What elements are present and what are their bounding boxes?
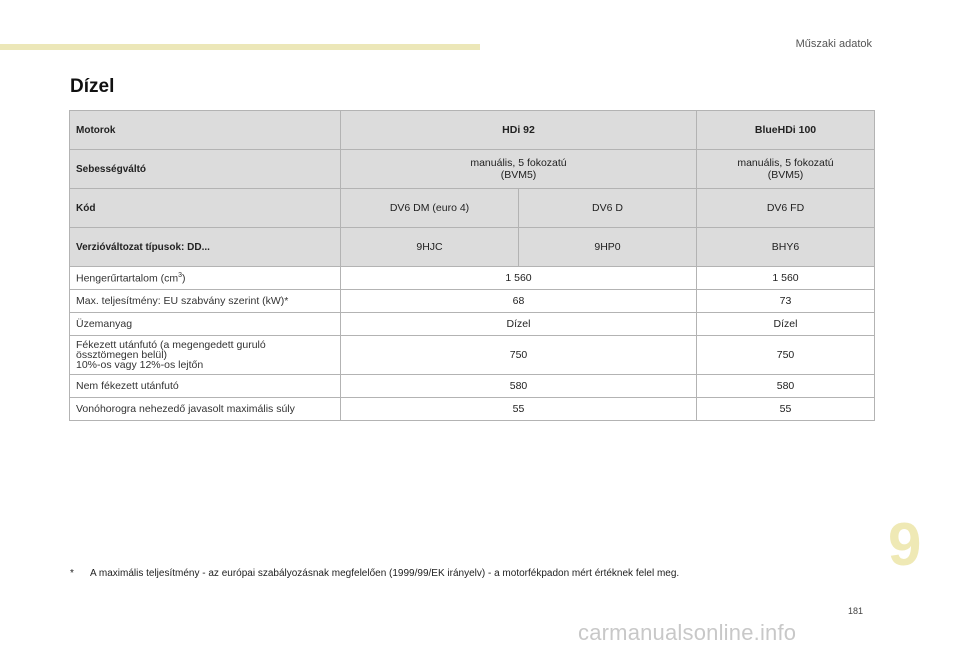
table-row [70,290,875,313]
table-row [70,228,875,267]
gearbox-code: (BVM5) [767,169,804,181]
chapter-number: 9 [888,511,922,578]
braked-trailer-line: Fékezett utánfutó (a megengedett guruló [76,339,266,351]
value-cell: 580 [341,375,697,398]
footnote [70,568,679,579]
footnote-text: A maximális teljesítmény - az európai szabályozásnak megfelelően (1999/99/EK irányelv) - a motorfékpadon mért értéknek felel meg. [90,568,680,579]
gearbox-code: (BVM5) [500,169,537,181]
table-row [70,111,875,150]
page-number: 181 [848,606,864,616]
gearbox-cell [697,150,875,189]
code-cell: DV6 DM (euro 4) [341,189,519,228]
engine-bluehdi100: BlueHDi 100 [697,111,875,150]
engine-label: Motorok [70,111,341,150]
header-accent-bar [0,44,480,50]
value-cell: 73 [697,290,875,313]
gearbox-cell [341,150,697,189]
section-title: Műszaki adatok [795,38,872,50]
displacement-unit-sup: 3 [178,271,183,279]
value-cell: 1 560 [341,267,697,290]
code-label: Kód [70,189,341,228]
table-row [70,375,875,398]
gearbox-text: manuális, 5 fokozatú [470,157,567,169]
code-cell: DV6 FD [697,189,875,228]
unbraked-trailer-label: Nem fékezett utánfutó [70,375,341,398]
value-cell: 55 [697,398,875,421]
displacement-label-end: ) [182,272,186,285]
braked-trailer-line: össztömegen belül) [76,349,168,361]
version-cell: BHY6 [697,228,875,267]
code-cell: DV6 D [519,189,697,228]
page-title: Dízel [70,76,115,97]
value-cell: 750 [697,336,875,375]
value-cell: 55 [341,398,697,421]
table-row [70,150,875,189]
displacement-label [70,267,341,290]
gearbox-text: manuális, 5 fokozatú [737,157,834,169]
table-row [70,267,875,290]
table-row [70,336,875,375]
value-cell: 68 [341,290,697,313]
engine-hdi92: HDi 92 [341,111,697,150]
table-row [70,398,875,421]
braked-trailer-label [70,336,341,375]
value-cell: Dízel [697,313,875,336]
fuel-label: Üzemanyag [70,313,341,336]
value-cell: 750 [341,336,697,375]
value-cell: 580 [697,375,875,398]
table-row [70,313,875,336]
max-power-label: Max. teljesítmény: EU szabvány szerint (kW)* [70,290,341,313]
towbar-load-label: Vonóhorogra nehezedő javasolt maximális súly [70,398,341,421]
value-cell: Dízel [341,313,697,336]
version-label: Verzióváltozat típusok: DD... [70,228,341,267]
braked-trailer-line: 10%-os vagy 12%-os lejtőn [76,359,204,371]
version-cell: 9HP0 [519,228,697,267]
table-row [70,189,875,228]
value-cell: 1 560 [697,267,875,290]
footnote-mark: * [70,568,74,579]
specification-table [69,110,875,421]
displacement-label-text: Hengerűrtartalom (cm [76,272,179,285]
watermark: carmanualsonline.info [578,620,797,645]
version-cell: 9HJC [341,228,519,267]
gearbox-label: Sebességváltó [70,150,341,189]
